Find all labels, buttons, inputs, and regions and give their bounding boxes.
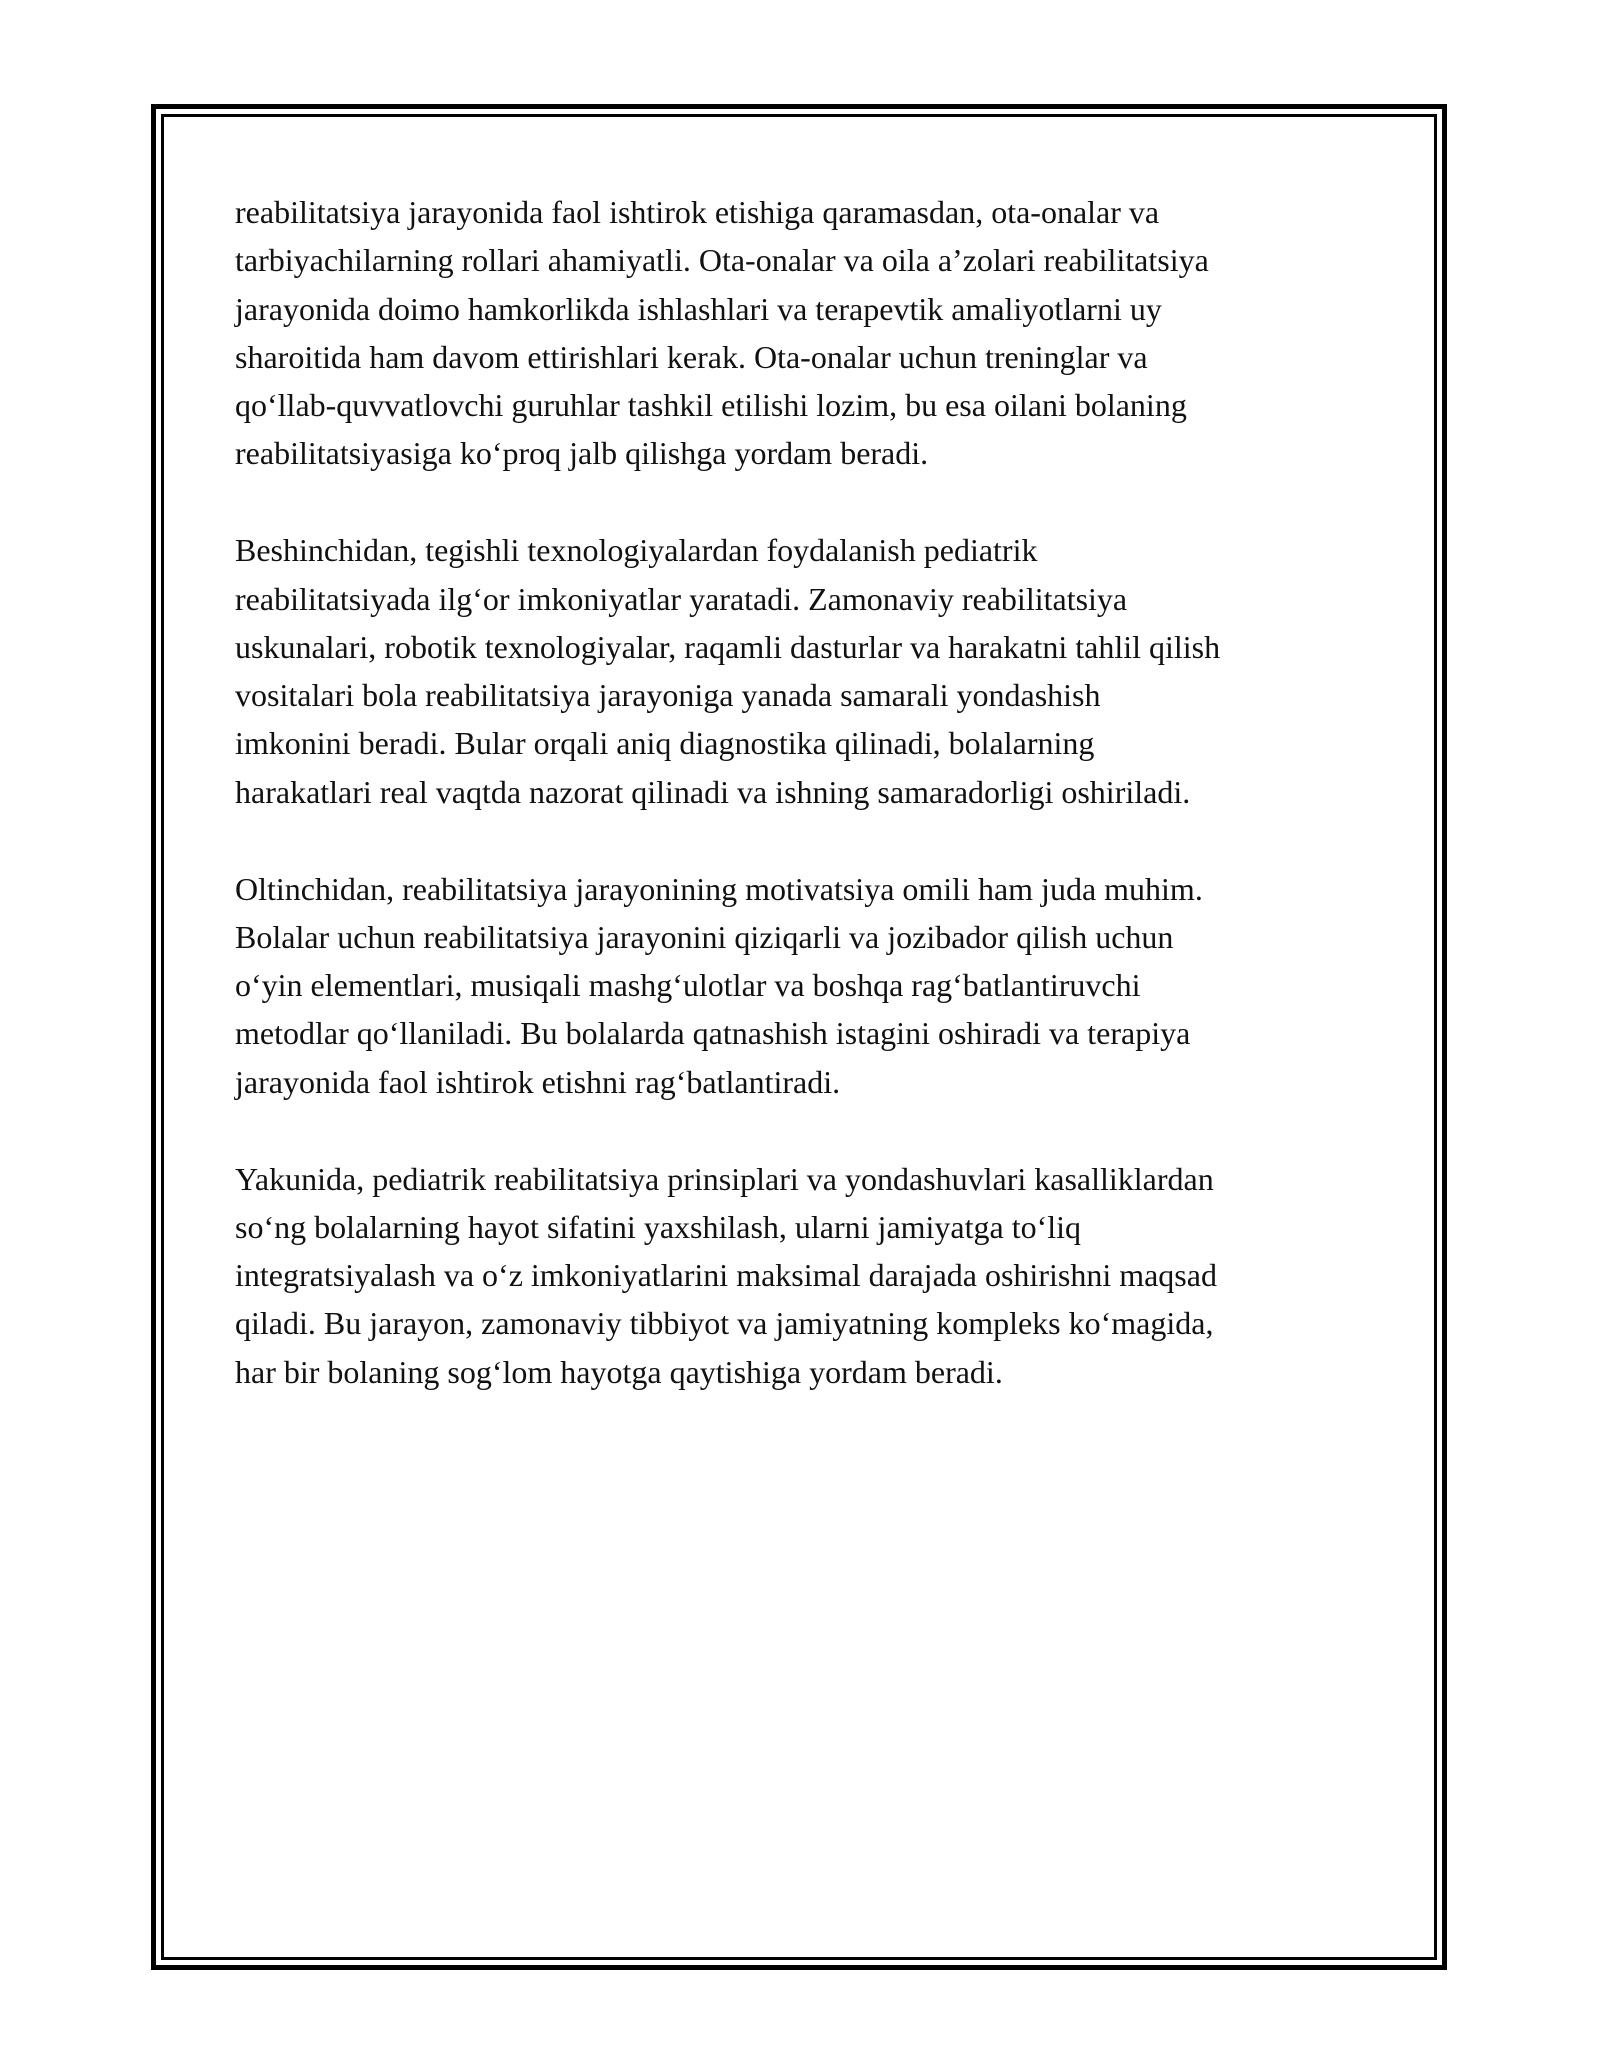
text-line: metodlar qo‘llaniladi. Bu bolalarda qatnashish istagini oshiradi va terapiya	[235, 1015, 1191, 1052]
text-line: tarbiyachilarning rollari ahamiyatli. Ota-onalar va oila a’zolari reabilitatsiya	[235, 242, 1209, 279]
text-line: Oltinchidan, reabilitatsiya jarayonining motivatsiya omili ham juda muhim.	[235, 870, 1203, 907]
text-line: reabilitatsiya jarayonida faol ishtirok etishiga qaramasdan, ota-onalar va	[235, 194, 1160, 230]
text-line: jarayonida doimo hamkorlikda ishlashlari va terapevtik amaliyotlarni uy	[235, 290, 1162, 327]
text-line: Bolalar uchun reabilitatsiya jarayonini qiziqarli va jozibador qilish uchun	[235, 918, 1174, 955]
text-line: integratsiyalash va o‘z imkoniyatlarini maksimal darajada oshirishni maqsad	[235, 1257, 1217, 1294]
text-line: har bir bolaning sog‘lom hayotga qaytishiga yordam beradi.	[235, 1353, 1003, 1390]
text-line: uskunalari, robotik texnologiyalar, raqamli dasturlar va harakatni tahlil qilish	[235, 628, 1221, 665]
text-line: harakatlari real vaqtda nazorat qilinadi va ishning samaradorligi oshiriladi.	[235, 773, 1191, 810]
text-line: Beshinchidan, tegishli texnologiyalardan foydalanish pediatrik	[235, 532, 1038, 569]
paragraph-3	[235, 865, 1385, 1106]
text-line: o‘yin elementlari, musiqali mashg‘ulotlar va boshqa rag‘batlantiruvchi	[235, 967, 1141, 1004]
paragraph-1	[235, 188, 1385, 478]
text-line: reabilitatsiyasiga ko‘proq jalb qilishga yordam beradi.	[235, 435, 929, 472]
text-line: jarayonida faol ishtirok etishni rag‘batlantiradi.	[235, 1063, 841, 1100]
document-body	[235, 188, 1385, 1396]
text-line: sharoitida ham davom ettirishlari kerak. Ota-onalar uchun treninglar va	[235, 338, 1148, 375]
text-line: so‘ng bolalarning hayot sifatini yaxshilash, ularni jamiyatga to‘liq	[235, 1208, 1082, 1245]
paragraph-4	[235, 1155, 1385, 1396]
text-line: qiladi. Bu jarayon, zamonaviy tibbiyot va jamiyatning kompleks ko‘magida,	[235, 1305, 1214, 1342]
paragraph-2	[235, 526, 1385, 816]
text-line: Yakunida, pediatrik reabilitatsiya prinsiplari va yondashuvlari kasalliklardan	[235, 1160, 1214, 1197]
text-line: imkonini beradi. Bular orqali aniq diagnostika qilinadi, bolalarning	[235, 725, 1095, 762]
text-line: qo‘llab-quvvatlovchi guruhlar tashkil etilishi lozim, bu esa oilani bolaning	[235, 387, 1187, 424]
text-line: reabilitatsiyada ilg‘or imkoniyatlar yaratadi. Zamonaviy reabilitatsiya	[235, 580, 1128, 617]
text-line: vositalari bola reabilitatsiya jarayoniga yanada samarali yondashish	[235, 677, 1101, 714]
